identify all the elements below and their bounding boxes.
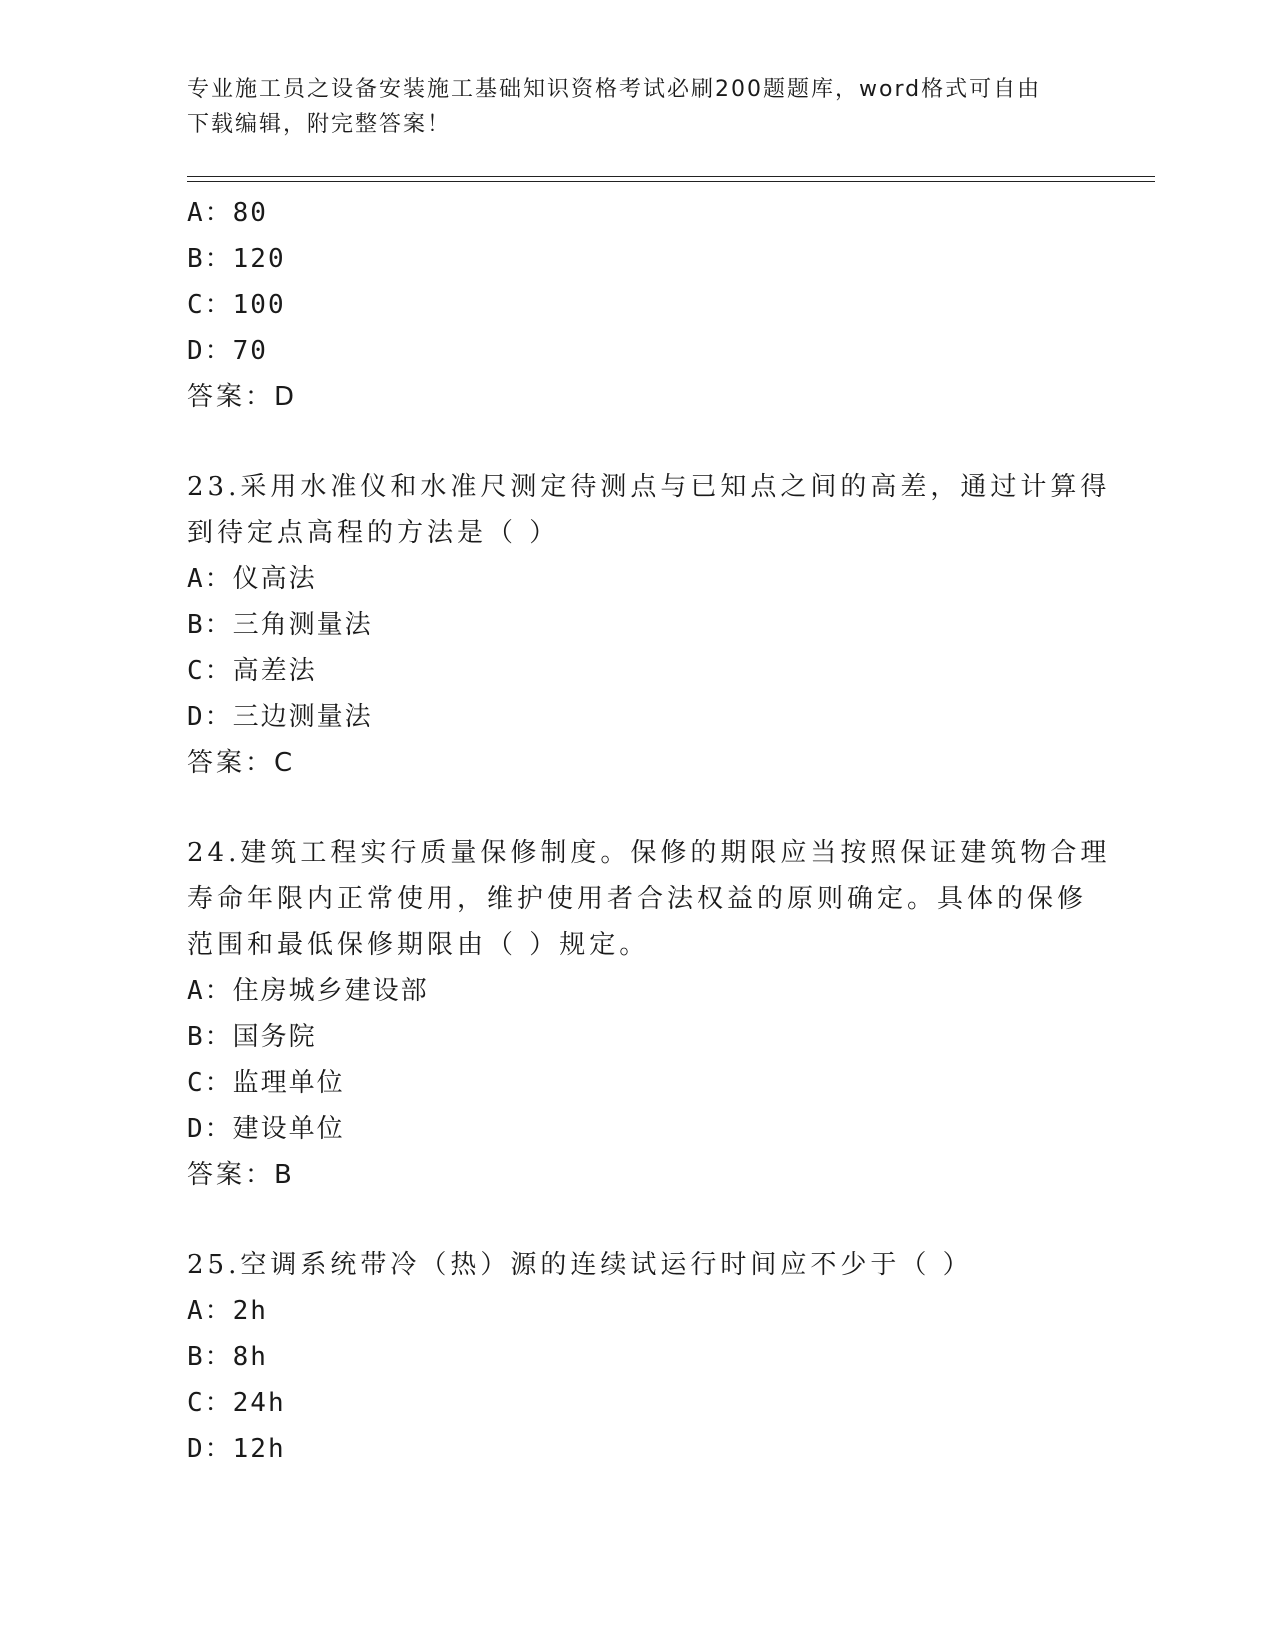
header-rule-top xyxy=(187,176,1155,177)
document-header xyxy=(187,72,1087,142)
question-22 xyxy=(187,190,1087,420)
option-d: D：三边测量法 xyxy=(187,702,373,732)
question-stem-line: 24.建筑工程实行质量保修制度。保修的期限应当按照保证建筑物合理 xyxy=(187,838,1111,868)
option-b: B：120 xyxy=(187,244,286,274)
question-stem-line: 寿命年限内正常使用，维护使用者合法权益的原则确定。具体的保修 xyxy=(187,884,1088,914)
question-25 xyxy=(187,1242,1087,1472)
answer: 答案：C xyxy=(187,748,296,778)
option-d: D：70 xyxy=(187,336,268,366)
header-line-2: 下载编辑，附完整答案！ xyxy=(187,112,452,137)
question-stem-line: 范围和最低保修期限由（ ）规定。 xyxy=(187,930,650,960)
question-stem-line: 23.采用水准仪和水准尺测定待测点与已知点之间的高差，通过计算得 xyxy=(187,472,1111,502)
option-d: D：建设单位 xyxy=(187,1114,345,1144)
question-24 xyxy=(187,830,1111,1198)
option-c: C：100 xyxy=(187,290,286,320)
option-d: D：12h xyxy=(187,1434,286,1464)
question-stem-line: 到待定点高程的方法是（ ） xyxy=(187,518,560,548)
answer: 答案：D xyxy=(187,382,298,412)
header-line-1: 专业施工员之设备安装施工基础知识资格考试必刷200题题库，word格式可自由 xyxy=(187,77,1042,102)
option-a: A：80 xyxy=(187,198,268,228)
option-b: B：三角测量法 xyxy=(187,610,373,640)
question-23 xyxy=(187,464,1111,786)
option-c: C：监理单位 xyxy=(187,1068,345,1098)
option-c: C：24h xyxy=(187,1388,286,1418)
answer: 答案：B xyxy=(187,1160,295,1190)
option-c: C：高差法 xyxy=(187,656,317,686)
header-rule-bottom xyxy=(187,181,1155,182)
option-a: A：住房城乡建设部 xyxy=(187,976,429,1006)
question-stem-line: 25.空调系统带冷（热）源的连续试运行时间应不少于（ ） xyxy=(187,1250,973,1280)
option-b: B：8h xyxy=(187,1342,268,1372)
question-content xyxy=(187,190,1111,1472)
option-b: B：国务院 xyxy=(187,1022,317,1052)
option-a: A：2h xyxy=(187,1296,268,1326)
option-a: A：仪高法 xyxy=(187,564,317,594)
